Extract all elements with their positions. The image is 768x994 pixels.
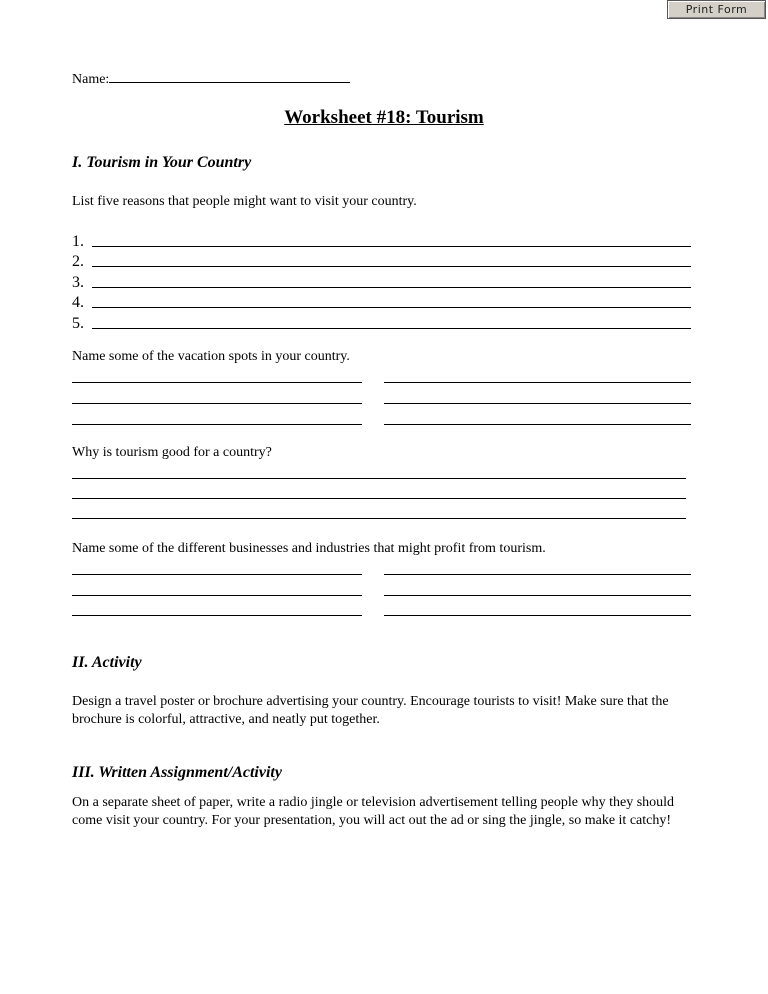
why-line[interactable] xyxy=(72,478,686,479)
vacation-line[interactable] xyxy=(384,403,691,404)
why-prompt: Why is tourism good for a country? xyxy=(72,445,272,460)
section-1-heading: I. Tourism in Your Country xyxy=(72,154,252,171)
vacation-line[interactable] xyxy=(72,403,362,404)
list-number: 4. xyxy=(72,294,84,311)
name-label: Name: xyxy=(72,72,110,87)
business-prompt: Name some of the different businesses and industries that might profit from tourism. xyxy=(72,541,546,556)
list-prompt: List five reasons that people might want to visit your country. xyxy=(72,194,417,209)
list-item[interactable] xyxy=(72,312,691,333)
list-number: 5. xyxy=(72,314,84,332)
vacation-line[interactable] xyxy=(384,424,691,425)
business-line[interactable] xyxy=(72,574,362,575)
name-field[interactable] xyxy=(72,72,350,88)
why-line[interactable] xyxy=(72,498,686,499)
name-blank-line[interactable] xyxy=(109,82,350,83)
page-title: Worksheet #18: Tourism xyxy=(284,107,484,128)
list-number: 3. xyxy=(72,273,84,291)
vacation-line[interactable] xyxy=(72,382,362,383)
assignment-text: On a separate sheet of paper, write a radio jingle or television advertisement telling people why they should come visit your country. For your presentation, you will act out the ad or sing the jingle, so make it catchy! xyxy=(72,795,675,828)
answer-line[interactable] xyxy=(92,287,691,288)
answer-line[interactable] xyxy=(92,246,691,247)
activity-text: Design a travel poster or brochure advertising your country. Encourage tourists to visit! Make sure that the brochure is colorful, attractive, and neatly put together. xyxy=(72,694,669,727)
list-number: 2. xyxy=(72,253,84,270)
answer-line[interactable] xyxy=(92,328,691,329)
reasons-list xyxy=(72,230,691,333)
answer-line[interactable] xyxy=(92,266,691,267)
list-item[interactable] xyxy=(72,271,691,292)
vacation-line[interactable] xyxy=(384,382,691,383)
section-3-heading: III. Written Assignment/Activity xyxy=(72,764,282,781)
list-number: 1. xyxy=(72,232,84,250)
vacation-prompt: Name some of the vacation spots in your country. xyxy=(72,349,350,364)
vacation-line[interactable] xyxy=(72,424,362,425)
business-line[interactable] xyxy=(384,595,691,596)
business-line[interactable] xyxy=(384,574,691,575)
list-item[interactable] xyxy=(72,230,691,251)
list-item[interactable] xyxy=(72,251,691,272)
business-line[interactable] xyxy=(72,595,362,596)
list-item[interactable] xyxy=(72,292,691,313)
answer-line[interactable] xyxy=(92,307,691,308)
business-line[interactable] xyxy=(384,615,691,616)
print-form-button[interactable]: Print Form xyxy=(667,0,766,19)
why-line[interactable] xyxy=(72,518,686,519)
business-line[interactable] xyxy=(72,615,362,616)
section-2-heading: II. Activity xyxy=(72,654,142,671)
